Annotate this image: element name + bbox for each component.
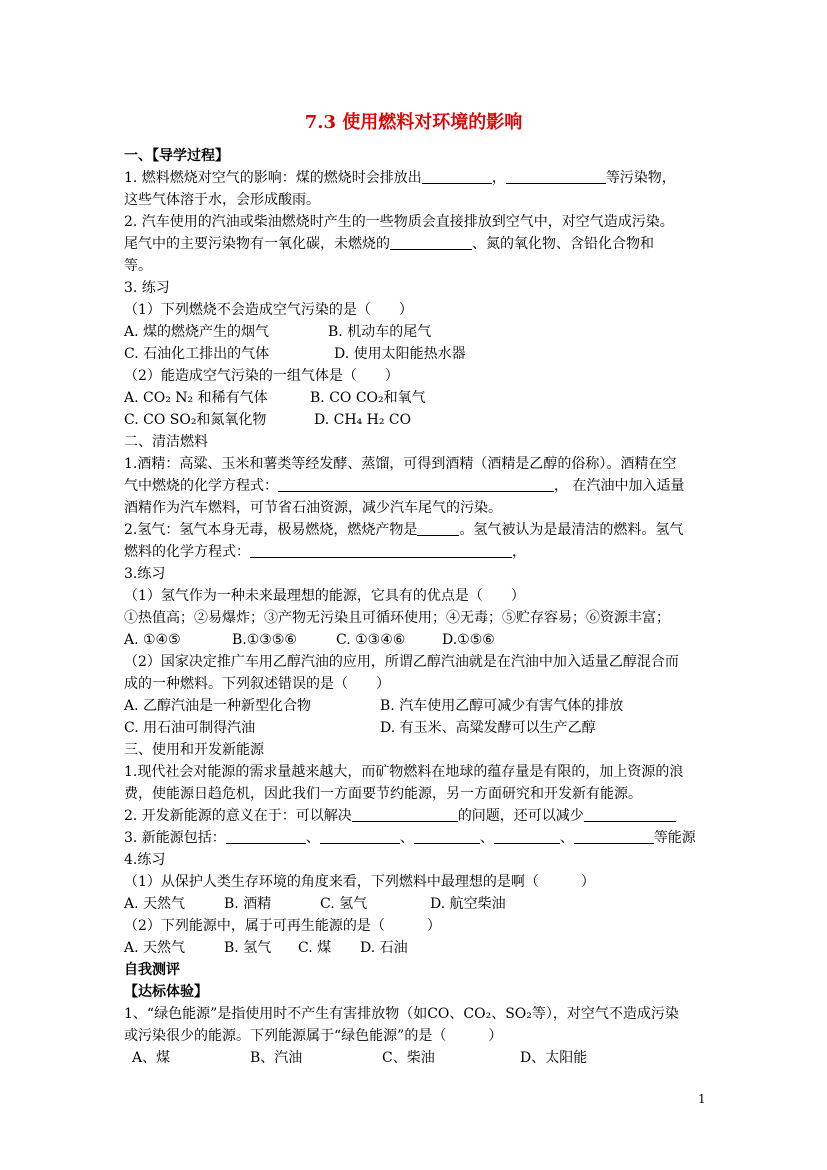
option-b[interactable]: B. 机动车的尾气 [328,324,432,340]
text: ， [491,170,506,186]
option-d[interactable]: D. 有玉米、高粱发酵可以生产乙醇 [380,720,596,736]
paragraph-line: 等。 [124,258,152,274]
answer-blank[interactable] [352,807,458,822]
paragraph-car-exhaust: 2. 汽车使用的汽油或柴油燃烧时产生的一些物质会直接排放到空气中，对空气造成污染。 [124,214,674,230]
answer-blank[interactable] [584,807,676,822]
question-stem: （2）下列能源中，属于可再生能源的是（ ） [124,918,441,934]
options-row [124,389,426,407]
paragraph-line [124,543,526,561]
option-b[interactable]: B.①③⑤⑥ [232,632,297,648]
question-stem-cont: 成的一种燃料。下列叙述错误的是（ ） [124,676,390,692]
option-c[interactable]: C. 石油化工排出的气体 [124,346,270,362]
option-b[interactable]: B. 氢气 [224,940,272,956]
answer-blank[interactable] [414,829,480,844]
text: 气中燃烧的化学方程式： [124,478,278,494]
paragraph-line: 酒精作为汽车燃料，可节省石油资源，减少汽车尾气的污染。 [124,500,502,516]
option-d[interactable]: D. 航空柴油 [430,896,506,912]
question-stem-cont: 或污染很少的能源。下列能源属于“绿色能源”的是（ ） [124,1028,503,1044]
answer-blank[interactable] [422,169,492,184]
separator: 、 [305,830,320,846]
paragraph-line [124,235,654,253]
text: 尾气中的主要污染物有一氧化碳，未燃烧的 [124,236,390,252]
question-stem: （2）能造成空气污染的一组气体是（ ） [124,368,399,384]
answer-blank[interactable] [574,829,654,844]
option-b[interactable]: B. 酒精 [224,896,272,912]
paragraph-energy-demand: 1.现代社会对能源的需求量越来越大，而矿物燃料在地球的蕴存量是有限的，加上资源的浪 [124,764,684,780]
subsection-heading: 【达标体验】 [124,984,208,1000]
paragraph-new-energy-list [124,829,696,847]
option-b[interactable]: B、汽油 [250,1050,303,1066]
paragraph-significance [124,807,676,825]
option-a[interactable]: A. ①④⑤ [124,632,181,648]
section-heading-new-energy: 三、使用和开发新能源 [124,742,264,758]
paragraph-coal-emissions [124,169,676,187]
question-list: ①热值高；②易爆炸；③产物无污染且可循环使用；④无毒；⑤贮存容易；⑥资源丰富； [124,610,670,626]
answer-blank[interactable] [417,521,459,536]
text: 2. 开发新能源的意义在于：可以解决 [124,808,352,824]
paragraph-line: 这些气体溶于水，会形成酸雨。 [124,192,320,208]
option-a[interactable]: A. 煤的燃烧产生的烟气 [124,324,270,340]
separator: 、 [479,830,494,846]
answer-blank[interactable] [390,235,472,250]
text: 1. 燃料燃烧对空气的影响：煤的燃烧时会排放出 [124,170,422,186]
option-a[interactable]: A. 天然气 [124,896,186,912]
answer-blank[interactable] [320,829,400,844]
paragraph-line: 费，使能源日趋危机，因此我们一方面要节约能源，另一方面研究和开发新有能源。 [124,786,642,802]
option-b[interactable]: B. 汽车使用乙醇可减少有害气体的排放 [380,698,624,714]
option-a[interactable]: A、煤 [132,1050,171,1066]
paragraph-line [124,477,684,495]
option-d[interactable]: D. 石油 [360,940,408,956]
text: 燃料的化学方程式： [124,544,250,560]
options-row [124,719,596,737]
text: 3. 新能源包括： [124,830,226,846]
question-stem: （1）从保护人类生存环境的角度来看，下列燃料中最理想的是啊（ ） [124,874,595,890]
exercise-label: 3.练习 [124,566,166,582]
question-stem: （2）国家决定推广车用乙醇汽油的应用，所谓乙醇汽油就是在汽油中加入适量乙醇混合而 [124,654,679,670]
option-d[interactable]: D. CH₄ H₂ CO [314,412,412,428]
separator: 、 [399,830,414,846]
section-heading-guide: 一、【导学过程】 [124,148,229,164]
question-stem: （1）下列燃烧不会造成空气污染的是（ ） [124,302,413,318]
options-row [124,345,466,363]
options-row [132,1049,587,1067]
option-a[interactable]: A. 天然气 [124,940,186,956]
options-row [124,323,431,341]
option-d[interactable]: D. 使用太阳能热水器 [334,346,466,362]
option-c[interactable]: C、柴油 [382,1050,435,1066]
option-c[interactable]: C. 用石油可制得汽油 [124,720,256,736]
answer-blank[interactable] [250,543,512,558]
options-row [124,631,495,649]
options-row [124,697,623,715]
option-c[interactable]: C. 煤 [298,940,332,956]
option-b[interactable]: B. CO CO₂和氧气 [310,390,426,406]
document-title: 7.3 使用燃料对环境的影响 [304,112,523,133]
text: 等污染物， [605,170,676,186]
text: 等能源 [653,830,696,846]
option-d[interactable]: D、太阳能 [520,1050,588,1066]
text: 、氮的氧化物、含铅化合物和 [472,236,654,252]
text: 。氢气被认为是最清洁的燃料。氢气 [459,522,684,538]
text: 2.氢气：氢气本身无毒，极易燃烧，燃烧产物是 [124,522,418,538]
question-stem: 1、“绿色能源”是指使用时不产生有害排放物（如CO、CO₂、SO₂等），对空气不造成污染 [124,1006,679,1022]
option-c[interactable]: C. ①③④⑥ [336,632,406,648]
text: ， [512,544,526,560]
options-row [124,895,506,913]
option-a[interactable]: A. 乙醇汽油是一种新型化合物 [124,698,312,714]
exercise-label: 3. 练习 [124,280,170,296]
paragraph-alcohol: 1.酒精：高粱、玉米和薯类等经发酵、蒸馏，可得到酒精（酒精是乙醇的俗称）。酒精在空 [124,456,677,472]
option-c[interactable]: C. 氢气 [320,896,368,912]
options-row [124,939,408,957]
answer-blank[interactable] [506,169,606,184]
exercise-label: 4.练习 [124,852,166,868]
section-heading-self-test: 自我测评 [124,962,180,978]
answer-blank[interactable] [494,829,560,844]
question-stem: （1）氢气作为一种未来最理想的能源，它具有的优点是（ ） [124,588,525,604]
options-row [124,411,411,429]
paragraph-hydrogen [124,521,683,539]
answer-blank[interactable] [226,829,306,844]
text: ， 在汽油中加入适量 [554,478,685,494]
option-a[interactable]: A. CO₂ N₂ 和稀有气体 [124,390,268,406]
section-heading-clean-fuel: 二、清洁燃料 [124,434,208,450]
text: 的问题，还可以减少 [457,808,584,824]
answer-blank[interactable] [278,477,554,492]
option-d[interactable]: D.①⑤⑥ [442,632,495,648]
separator: 、 [559,830,574,846]
page-number: 1 [698,1092,706,1106]
option-c[interactable]: C. CO SO₂和氮氧化物 [124,412,267,428]
